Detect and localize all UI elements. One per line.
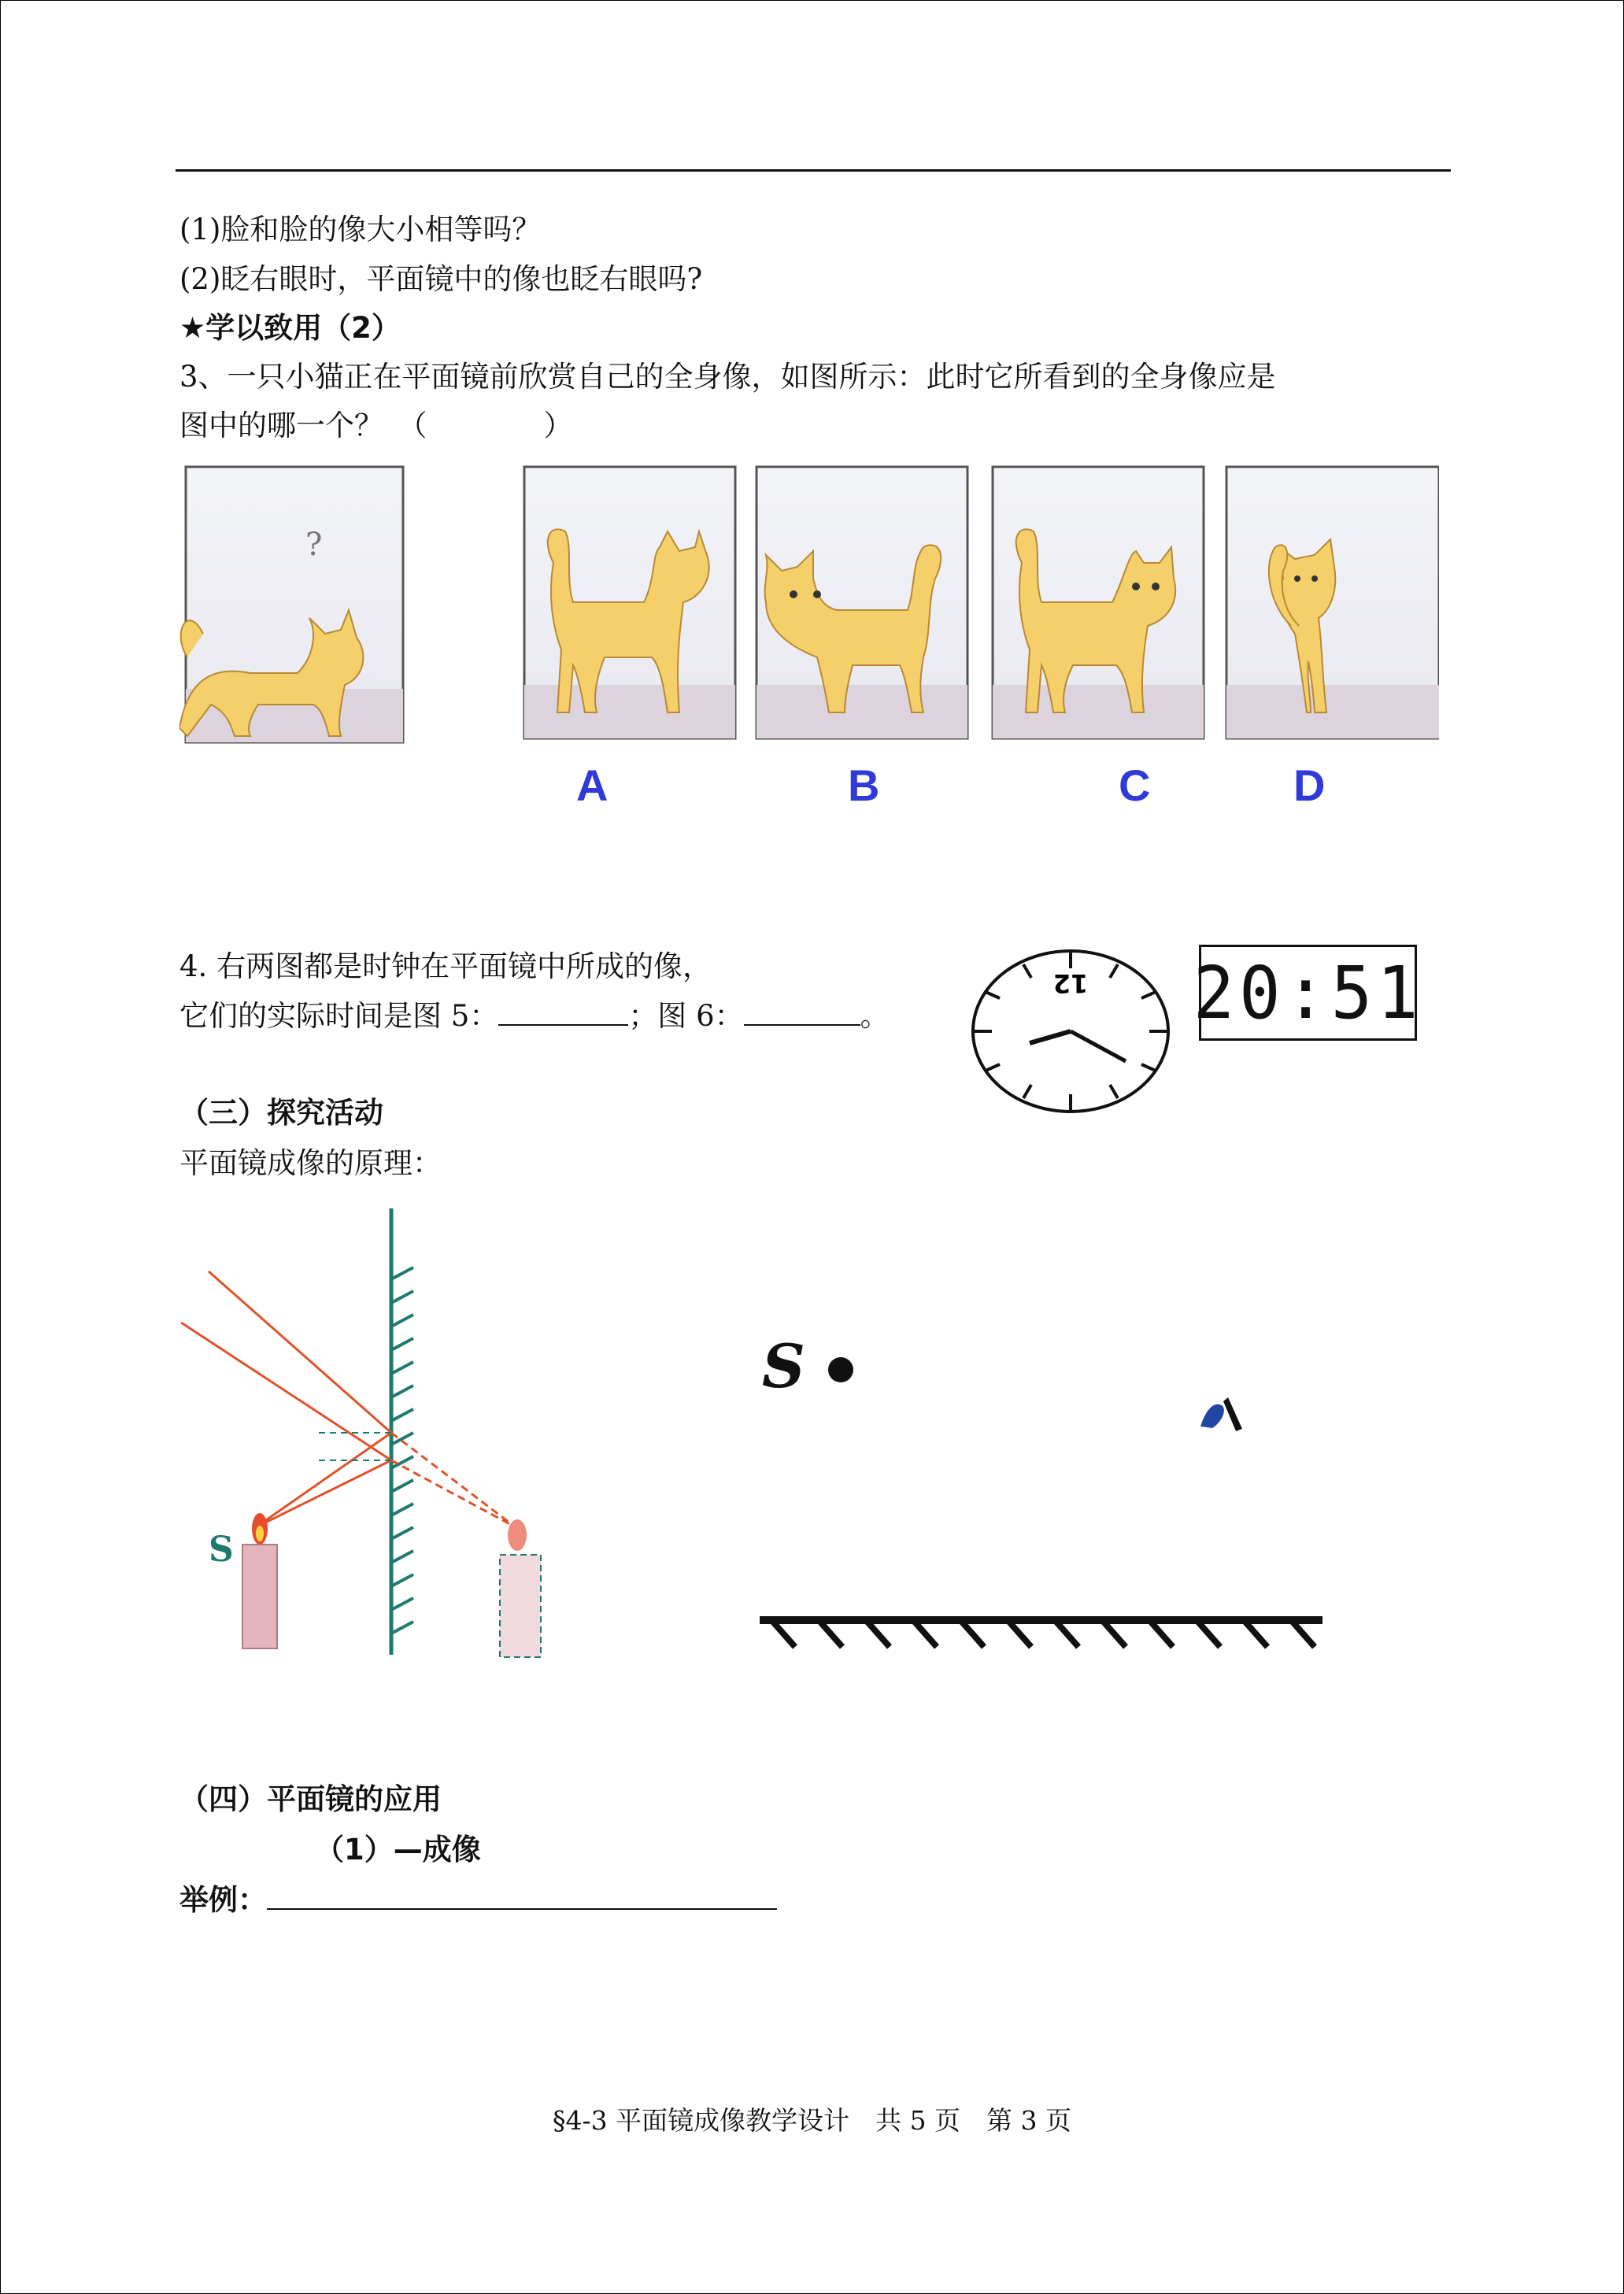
question-4-line-2	[179, 997, 890, 1035]
clock-numeral: 12	[1052, 968, 1089, 998]
mirror-ray-diagram	[177, 1204, 586, 1661]
example-answer-blank[interactable]	[267, 1881, 777, 1910]
choice-b: B	[848, 760, 880, 810]
question-1: (1)脸和脸的像大小相等吗？	[179, 213, 542, 246]
q4-text-c: 。	[860, 999, 890, 1033]
section-3-heading: （三）探究活动	[179, 1096, 383, 1130]
digital-clock-readout: 20:51	[1193, 950, 1423, 1035]
choice-c: C	[1119, 760, 1151, 810]
cat-figures	[179, 461, 1439, 752]
answer-blank-fig5[interactable]	[498, 997, 628, 1026]
q4-text-a: 它们的实际时间是图 5：	[179, 999, 499, 1033]
section-4-sub: （1）—成像	[315, 1833, 481, 1867]
question-4-line-1: 4. 右两图都是时钟在平面镜中所成的像，	[179, 949, 712, 983]
cat-original-frame	[179, 467, 403, 742]
analog-clock-mirror	[968, 945, 1173, 1118]
question-3-line-1: 3、一只小猫正在平面镜前欣赏自己的全身像，如图所示：此时它所看到的全身像应是	[179, 360, 1276, 394]
cat-option-d	[1226, 467, 1439, 738]
example-label: 举例：	[179, 1883, 267, 1917]
digital-clock-mirror	[1193, 945, 1423, 1041]
section-3-subtitle: 平面镜成像的原理：	[179, 1146, 442, 1180]
page-footer: §4-3 平面镜成像教学设计 共 5 页 第 3 页	[552, 2105, 1072, 2136]
section-4-heading: （四）平面镜的应用	[179, 1782, 442, 1816]
point-source-label: S	[762, 1331, 805, 1401]
choice-a: A	[576, 760, 609, 810]
question-2: (2)眨右眼时，平面镜中的像也眨右眼吗?	[179, 262, 703, 296]
point-source-diagram	[724, 1323, 1354, 1661]
apply-heading: ★学以致用（2）	[179, 311, 401, 345]
answer-blank-fig6[interactable]	[744, 997, 860, 1026]
cat-option-a	[524, 467, 735, 738]
header-rule	[176, 169, 1451, 172]
cat-option-c	[993, 467, 1204, 738]
q4-text-b: ；图 6：	[628, 999, 744, 1033]
choice-d: D	[1293, 760, 1326, 810]
question-3-line-2: 图中的哪一个？ （ ）	[179, 409, 573, 442]
cat-option-b	[757, 467, 967, 738]
svg-text:?: ?	[305, 527, 323, 563]
example-line	[179, 1881, 777, 1919]
candle-source-label: S	[209, 1530, 234, 1570]
